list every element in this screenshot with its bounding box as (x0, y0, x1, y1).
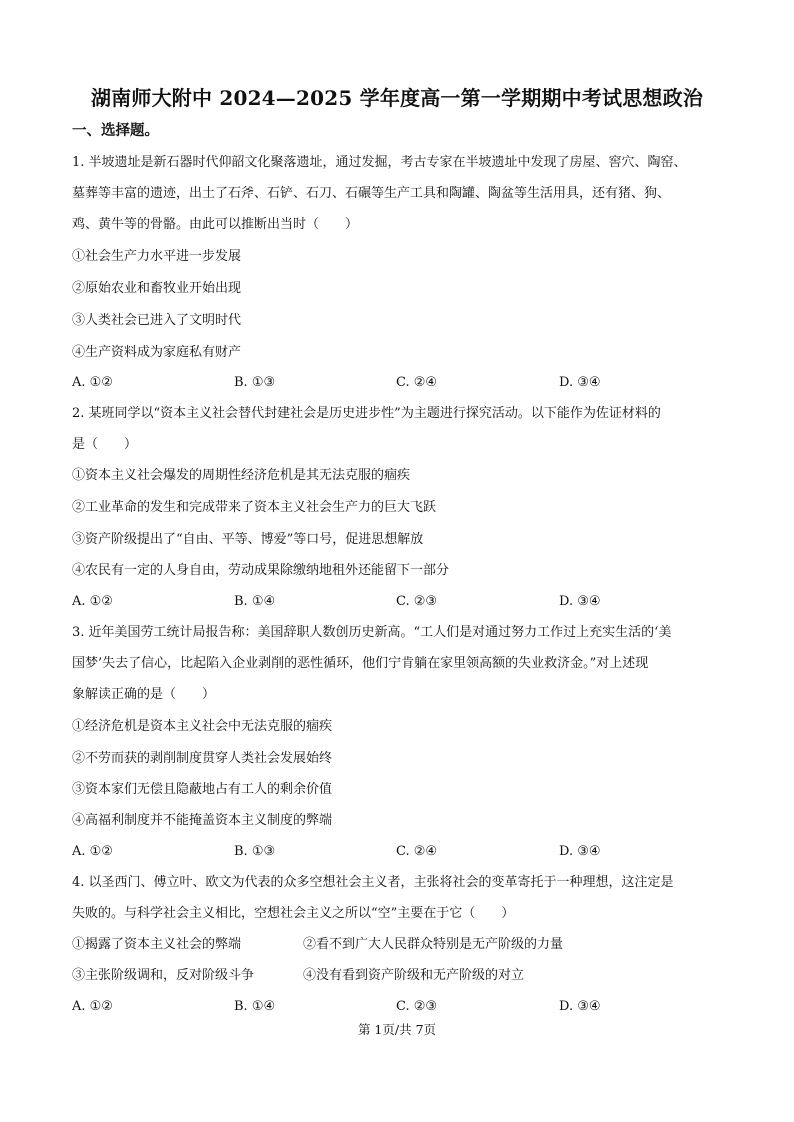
page-number: 第 1页/共 7页 (357, 1022, 437, 1037)
q2-stem-line: 2. 某班同学以“资本主义社会替代封建社会是历史进步性”为主题进行探究活动。以下能作为佐证材料的 (72, 406, 661, 421)
q3-statement: ④高福利制度并不能掩盖资本主义制度的弊端 (72, 813, 333, 828)
q1-option-d: D. ③④ (559, 375, 601, 390)
q4-statement: ③主张阶级调和，反对阶级斗争 (72, 968, 255, 983)
q4-statement: ①揭露了资本主义社会的弊端 (72, 937, 242, 952)
q1-statement: ③人类社会已进入了文明时代 (72, 313, 242, 328)
q4-stem-line: 失败的。与科学社会主义相比，空想社会主义之所以“空”主要在于它（ ） (72, 906, 515, 921)
q1-option-a: A. ①② (72, 375, 113, 390)
q1-option-b: B. ①③ (234, 375, 276, 390)
q3-option-a: A. ①② (72, 844, 113, 859)
q2-option-a: A. ①② (72, 594, 113, 609)
q2-statement: ①资本主义社会爆发的周期性经济危机是其无法克服的痼疾 (72, 468, 411, 483)
q1-option-c: C. ②④ (396, 375, 438, 390)
q2-statement: ④农民有一定的人身自由，劳动成果除缴纳地租外还能留下一部分 (72, 563, 450, 578)
q4-statement: ②看不到广大人民群众特别是无产阶级的力量 (303, 937, 564, 952)
q3-stem-line: 3. 近年美国劳工统计局报告称：美国辞职人数创历史新高。“工人们是对通过努力工作过上充实生活的‘美 (72, 625, 672, 640)
q2-statement: ③资产阶级提出了“自由、平等、博爱”等口号，促进思想解放 (72, 532, 424, 547)
q4-option-d: D. ③④ (559, 999, 601, 1014)
q1-stem-line: 鸡、黄牛等的骨骼。由此可以推断出当时（ ） (72, 217, 359, 232)
q1-stem-line: 墓葬等丰富的遗迹，出土了石斧、石铲、石刀、石碾等生产工具和陶罐、陶盆等生活用具，还有猪、狗、 (72, 186, 671, 201)
q2-option-c: C. ②③ (396, 594, 438, 609)
q4-stem-line: 4. 以圣西门、傅立叶、欧文为代表的众多空想社会主义者，主张将社会的变革寄托于一种理想，这注定是 (72, 875, 674, 890)
q3-option-d: D. ③④ (559, 844, 601, 859)
q2-stem-line: 是（ ） (72, 437, 138, 452)
q3-stem-line: 国梦’失去了信心，比起陷入企业剥削的恶性循环，他们宁肯躺在家里领高额的失业救济金。”对上述现 (72, 656, 649, 671)
q4-option-a: A. ①② (72, 999, 113, 1014)
q2-option-d: D. ③④ (559, 594, 601, 609)
q4-option-b: B. ①④ (234, 999, 276, 1014)
q3-statement: ③资本家们无偿且隐蔽地占有工人的剩余价值 (72, 782, 333, 797)
q3-statement: ①经济危机是资本主义社会中无法克服的痼疾 (72, 719, 333, 734)
q3-stem-line: 象解读正确的是（ ） (72, 687, 216, 702)
q1-statement: ④生产资料成为家庭私有财产 (72, 345, 242, 360)
q1-statement: ②原始农业和畜牧业开始出现 (72, 281, 242, 296)
q4-statement: ④没有看到资产阶级和无产阶级的对立 (303, 968, 525, 983)
section-heading: 一、选择题。 (72, 122, 159, 139)
q2-option-b: B. ①④ (234, 594, 276, 609)
exam-title: 湖南师大附中 2024—2025 学年度高一第一学期期中考试思想政治 (90, 86, 704, 110)
q3-option-c: C. ②④ (396, 844, 438, 859)
q3-statement: ②不劳而获的剥削制度贯穿人类社会发展始终 (72, 751, 333, 766)
q3-option-b: B. ①③ (234, 844, 276, 859)
q2-statement: ②工业革命的发生和完成带来了资本主义社会生产力的巨大飞跃 (72, 500, 437, 515)
q4-option-c: C. ②③ (396, 999, 438, 1014)
q1-stem-line: 1. 半坡遗址是新石器时代仰韶文化聚落遗址，通过发掘，考古专家在半坡遗址中发现了房屋、窖穴、陶窑、 (72, 155, 687, 170)
q1-statement: ①社会生产力水平进一步发展 (72, 249, 242, 264)
